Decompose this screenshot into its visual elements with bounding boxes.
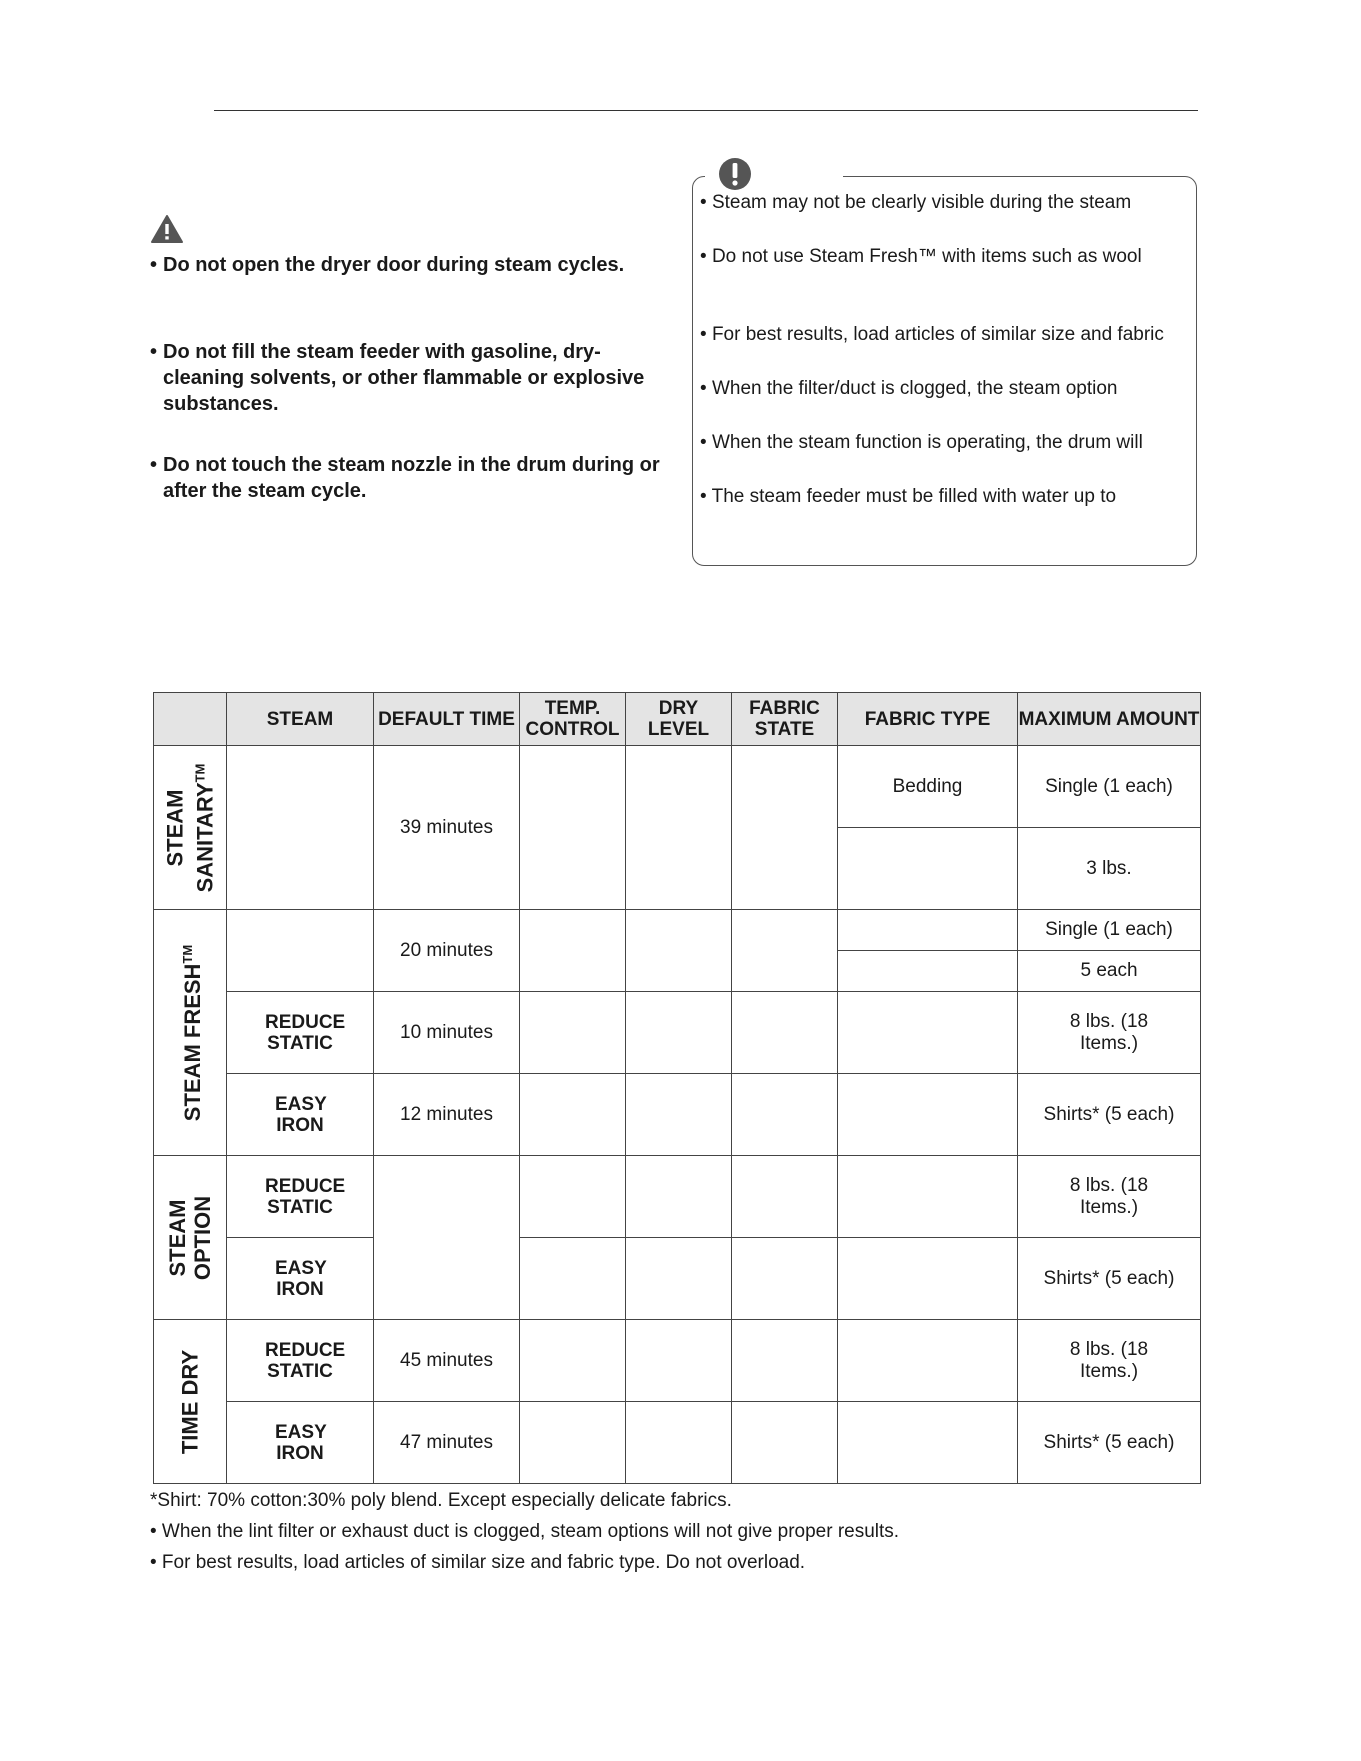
cell-default-time (374, 1156, 520, 1320)
warning-triangle-icon (150, 214, 184, 244)
cell-fabric-state (732, 1156, 838, 1238)
cell-fabric-type (838, 1074, 1018, 1156)
cell-maximum-amount: 8 lbs. (18 Items.) (1018, 992, 1201, 1074)
cell-fabric-type (838, 910, 1018, 951)
header-steam: STEAM (227, 693, 374, 746)
note-item: • Do not use Steam Fresh™ with items such as wool (700, 246, 1142, 267)
cell-fabric-type (838, 1156, 1018, 1238)
cell-steam-reduce-static: REDUCE STATIC (227, 992, 374, 1074)
note-item: • Steam may not be clearly visible during the steam (700, 192, 1132, 213)
cell-default-time: 12 minutes (374, 1074, 520, 1156)
note-item: • When the steam function is operating, the drum will (700, 432, 1143, 453)
exclamation-circle-icon (718, 157, 752, 191)
cell-default-time: 39 minutes (374, 746, 520, 910)
table-row (154, 1402, 1201, 1484)
cell-temp-control (520, 1238, 626, 1320)
cell-default-time: 20 minutes (374, 910, 520, 992)
cell-maximum-amount: 3 lbs. (1018, 828, 1201, 910)
warning-item: • Do not fill the steam feeder with gasoline, dry-cleaning solvents, or other flammable or explosive substances. (150, 339, 670, 417)
cell-dry-level (626, 1074, 732, 1156)
table-row (154, 992, 1201, 1074)
warning-text: Do not open the dryer door during steam cycles. (163, 254, 625, 276)
cell-fabric-state (732, 1238, 838, 1320)
warning-text: Do not fill the steam feeder with gasoline, dry-cleaning solvents, or other flammable or explosive substances. (163, 341, 645, 415)
footnote-lint-filter: • When the lint filter or exhaust duct is clogged, steam options will not give proper results. (150, 1521, 900, 1542)
warning-item: • Do not open the dryer door during steam cycles. (150, 252, 670, 278)
cell-maximum-amount: Shirts* (5 each) (1018, 1074, 1201, 1156)
table-row (154, 1320, 1201, 1402)
steam-cycle-table (153, 692, 1201, 1484)
cell-steam-easy-iron: EASY IRON (227, 1074, 374, 1156)
cell-dry-level (626, 1320, 732, 1402)
cell-fabric-state (732, 1320, 838, 1402)
cell-dry-level (626, 992, 732, 1074)
warning-text: Do not touch the steam nozzle in the drum during or after the steam cycle. (163, 454, 660, 502)
table-row (154, 746, 1201, 828)
group-time-dry: TIME DRY (154, 1320, 227, 1484)
cell-default-time: 45 minutes (374, 1320, 520, 1402)
cell-steam-easy-iron: EASY IRON (227, 1238, 374, 1320)
cell-dry-level (626, 1402, 732, 1484)
cell-temp-control (520, 746, 626, 910)
cell-maximum-amount: Shirts* (5 each) (1018, 1238, 1201, 1320)
header-maximum-amount: MAXIMUM AMOUNT (1018, 693, 1201, 746)
cell-maximum-amount: 5 each (1018, 951, 1201, 992)
header-default-time: DEFAULT TIME (374, 693, 520, 746)
group-steam-fresh: STEAM FRESH™ (154, 910, 227, 1156)
cell-fabric-type (838, 1402, 1018, 1484)
cell-fabric-type (838, 828, 1018, 910)
cell-dry-level (626, 910, 732, 992)
cell-fabric-type (838, 1238, 1018, 1320)
cell-steam (227, 746, 374, 910)
cell-fabric-state (732, 992, 838, 1074)
cell-fabric-type: Bedding (838, 746, 1018, 828)
cell-steam-reduce-static: REDUCE STATIC (227, 1156, 374, 1238)
header-temp-control: TEMP. CONTROL (520, 693, 626, 746)
footnote-best-results: • For best results, load articles of similar size and fabric type. Do not overload. (150, 1552, 806, 1573)
table-row (154, 910, 1201, 951)
table-header-row (154, 693, 1201, 746)
cell-steam-easy-iron: EASY IRON (227, 1402, 374, 1484)
group-steam-sanitary: STEAM SANITARY™ (154, 746, 227, 910)
footnote-shirt: *Shirt: 70% cotton:30% poly blend. Except especially delicate fabrics. (150, 1490, 732, 1511)
cell-default-time: 47 minutes (374, 1402, 520, 1484)
cell-dry-level (626, 1238, 732, 1320)
note-item: • The steam feeder must be filled with water up to (700, 486, 1117, 507)
header-corner (154, 693, 227, 746)
cell-fabric-state (732, 910, 838, 992)
cell-maximum-amount: Single (1 each) (1018, 746, 1201, 828)
cell-temp-control (520, 1402, 626, 1484)
cell-maximum-amount: Shirts* (5 each) (1018, 1402, 1201, 1484)
cell-maximum-amount: 8 lbs. (18 Items.) (1018, 1320, 1201, 1402)
cell-fabric-type (838, 951, 1018, 992)
cell-fabric-state (732, 746, 838, 910)
cell-steam-reduce-static: REDUCE STATIC (227, 1320, 374, 1402)
cell-fabric-state (732, 1074, 838, 1156)
cell-fabric-type (838, 1320, 1018, 1402)
table-row (154, 1074, 1201, 1156)
cell-temp-control (520, 1074, 626, 1156)
cell-temp-control (520, 1320, 626, 1402)
warning-item: • Do not touch the steam nozzle in the drum during or after the steam cycle. (150, 452, 670, 504)
table-row (154, 1156, 1201, 1238)
header-dry-level: DRY LEVEL (626, 693, 732, 746)
header-fabric-type: FABRIC TYPE (838, 693, 1018, 746)
header-rule (214, 110, 1198, 111)
cell-default-time: 10 minutes (374, 992, 520, 1074)
cell-temp-control (520, 910, 626, 992)
header-fabric-state: FABRIC STATE (732, 693, 838, 746)
note-item: • When the filter/duct is clogged, the steam option (700, 378, 1118, 399)
cell-temp-control (520, 992, 626, 1074)
note-item: • For best results, load articles of similar size and fabric (700, 324, 1164, 345)
cell-dry-level (626, 746, 732, 910)
cell-steam (227, 910, 374, 992)
cell-maximum-amount: 8 lbs. (18 Items.) (1018, 1156, 1201, 1238)
cell-temp-control (520, 1156, 626, 1238)
cell-dry-level (626, 1156, 732, 1238)
group-steam-option: STEAM OPTION (154, 1156, 227, 1320)
cell-fabric-state (732, 1402, 838, 1484)
table-row (154, 1238, 1201, 1320)
cell-fabric-type (838, 992, 1018, 1074)
cell-maximum-amount: Single (1 each) (1018, 910, 1201, 951)
